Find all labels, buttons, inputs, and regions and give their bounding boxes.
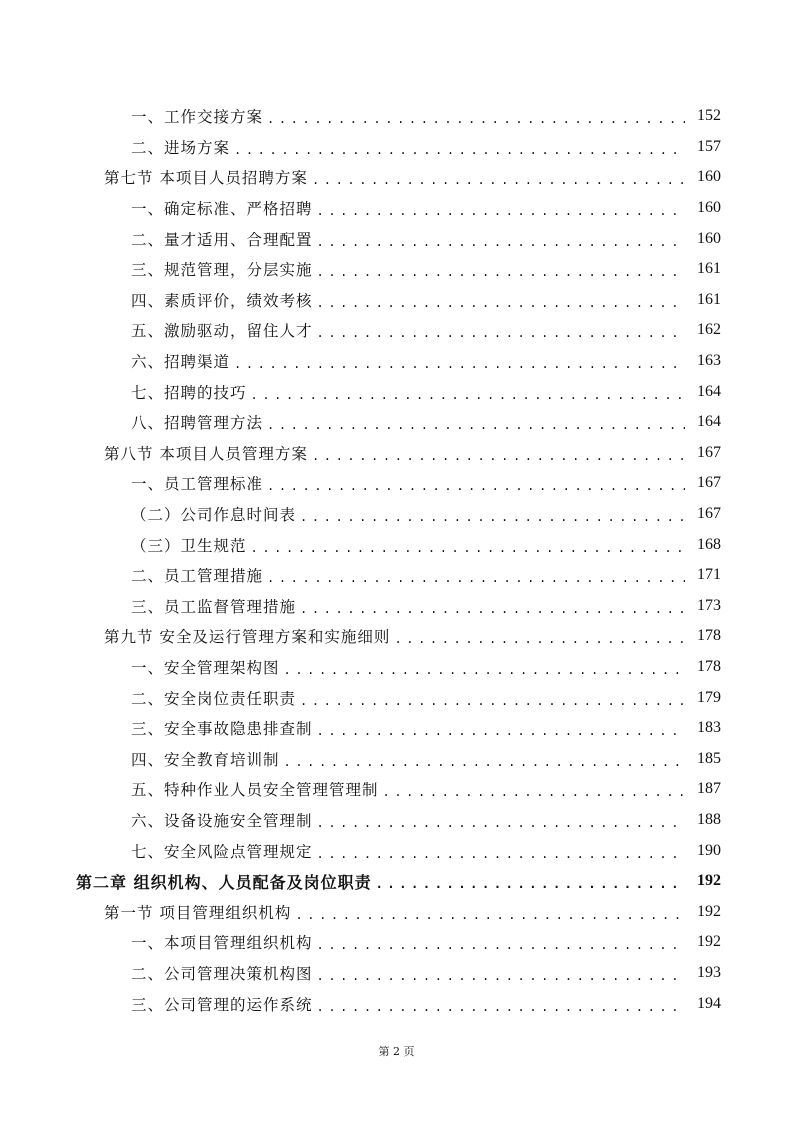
toc-leader-dots	[234, 358, 685, 370]
toc-entry[interactable]	[0, 315, 793, 346]
toc-entry-title: 第七节 本项目人员招聘方案	[104, 169, 308, 188]
toc-leader-dots	[312, 174, 685, 186]
toc-leader-dots	[376, 878, 685, 890]
toc-entry-page: 192	[697, 902, 721, 920]
toc-entry-page: 167	[697, 474, 721, 492]
toc-entry[interactable]	[0, 223, 793, 254]
toc-entry-title: 三、规范管理，分层实施	[131, 261, 313, 280]
toc-entry-page: 167	[697, 505, 721, 523]
toc-entry-page: 152	[697, 107, 721, 125]
toc-entry[interactable]	[0, 896, 793, 927]
table-of-contents	[0, 101, 793, 1019]
toc-entry-title: 六、设备设施安全管理制	[131, 811, 313, 830]
toc-entry-title: 二、安全岗位责任职责	[131, 689, 297, 708]
toc-entry-page: 173	[697, 596, 721, 614]
toc-entry[interactable]	[0, 805, 793, 836]
toc-entry[interactable]	[0, 285, 793, 316]
toc-entry-page: 185	[697, 749, 721, 767]
toc-entry-title: 三、公司管理的运作系统	[131, 995, 313, 1014]
toc-leader-dots	[295, 909, 685, 921]
toc-entry-page: 178	[697, 657, 721, 675]
toc-entry-page: 192	[697, 933, 721, 951]
toc-entry-title: 五、激励驱动，留住人才	[131, 322, 313, 341]
toc-entry-title: 第八节 本项目人员管理方案	[104, 444, 308, 463]
toc-entry[interactable]	[0, 346, 793, 377]
toc-entry-title: 四、素质评价，绩效考核	[131, 291, 313, 310]
toc-leader-dots	[317, 205, 685, 217]
toc-entry[interactable]	[0, 254, 793, 285]
toc-entry-title: 第九节 安全及运行管理方案和实施细则	[104, 628, 391, 647]
toc-leader-dots	[300, 603, 685, 615]
toc-leader-dots	[284, 756, 685, 768]
toc-entry-page: 164	[697, 413, 721, 431]
toc-entry[interactable]	[0, 162, 793, 193]
toc-entry-page: 192	[697, 872, 721, 890]
toc-leader-dots	[317, 725, 685, 737]
toc-leader-dots	[267, 113, 685, 125]
toc-leader-dots	[317, 236, 685, 248]
toc-leader-dots	[317, 970, 685, 982]
toc-entry-page: 164	[697, 382, 721, 400]
toc-entry-title: 二、进场方案	[131, 138, 231, 157]
toc-entry[interactable]	[0, 713, 793, 744]
page-number: 第 2 页	[378, 1045, 415, 1058]
toc-entry-title: 二、员工管理措施	[131, 567, 264, 586]
toc-entry-page: 167	[697, 443, 721, 461]
toc-entry-page: 190	[697, 841, 721, 859]
toc-entry-page: 163	[697, 352, 721, 370]
toc-leader-dots	[317, 266, 685, 278]
toc-leader-dots	[317, 817, 685, 829]
toc-entry-page: 183	[697, 719, 721, 737]
toc-entry-page: 161	[697, 260, 721, 278]
toc-leader-dots	[267, 419, 685, 431]
toc-entry-page: 194	[697, 994, 721, 1012]
toc-leader-dots	[300, 695, 685, 707]
toc-entry[interactable]	[0, 835, 793, 866]
toc-entry-title: 七、安全风险点管理规定	[131, 842, 313, 861]
toc-entry-page: 179	[697, 688, 721, 706]
toc-entry-page: 187	[697, 780, 721, 798]
toc-leader-dots	[383, 786, 685, 798]
toc-entry-title: 六、招聘渠道	[131, 353, 231, 372]
toc-entry-title: （三）卫生规范	[131, 536, 247, 555]
toc-entry-title: 一、安全管理架构图	[131, 658, 280, 677]
toc-entry-page: 188	[697, 810, 721, 828]
toc-leader-dots	[284, 664, 685, 676]
toc-entry-title: 三、员工监督管理措施	[131, 597, 297, 616]
toc-entry[interactable]	[0, 438, 793, 469]
toc-entry[interactable]	[0, 468, 793, 499]
toc-leader-dots	[317, 1001, 685, 1013]
toc-entry-title: （二）公司作息时间表	[131, 506, 297, 525]
toc-entry[interactable]	[0, 560, 793, 591]
toc-entry[interactable]	[0, 101, 793, 132]
toc-entry-title: 二、公司管理决策机构图	[131, 964, 313, 983]
toc-leader-dots	[394, 633, 685, 645]
toc-entry-page: 193	[697, 963, 721, 981]
toc-entry[interactable]	[0, 407, 793, 438]
toc-leader-dots	[317, 848, 685, 860]
toc-entry-page: 160	[697, 229, 721, 247]
toc-entry-title: 一、工作交接方案	[131, 108, 264, 127]
toc-entry[interactable]	[0, 499, 793, 530]
toc-entry-title: 五、特种作业人员安全管理管理制	[131, 781, 379, 800]
toc-entry[interactable]	[0, 958, 793, 989]
toc-entry-page: 168	[697, 535, 721, 553]
toc-entry-title: 七、招聘的技巧	[131, 383, 247, 402]
toc-leader-dots	[251, 389, 685, 401]
toc-entry-title: 一、确定标准、严格招聘	[131, 200, 313, 219]
toc-leader-dots	[317, 297, 685, 309]
toc-entry-title: 八、招聘管理方法	[131, 414, 264, 433]
toc-leader-dots	[251, 542, 685, 554]
toc-leader-dots	[300, 511, 685, 523]
toc-entry[interactable]	[0, 376, 793, 407]
toc-entry[interactable]	[0, 591, 793, 622]
toc-entry-title: 一、本项目管理组织机构	[131, 934, 313, 953]
toc-entry[interactable]	[0, 193, 793, 224]
toc-entry-title: 二、量才适用、合理配置	[131, 230, 313, 249]
toc-leader-dots	[312, 450, 685, 462]
toc-leader-dots	[317, 939, 685, 951]
toc-entry[interactable]	[0, 132, 793, 163]
toc-entry[interactable]	[0, 621, 793, 652]
toc-entry-page: 162	[697, 321, 721, 339]
toc-entry-page: 171	[697, 566, 721, 584]
toc-leader-dots	[267, 572, 685, 584]
toc-entry-page: 161	[697, 290, 721, 308]
toc-entry[interactable]	[0, 774, 793, 805]
toc-leader-dots	[317, 327, 685, 339]
page-footer	[0, 1043, 793, 1059]
toc-entry-title: 第二章 组织机构、人员配备及岗位职责	[76, 872, 372, 892]
toc-entry[interactable]	[0, 652, 793, 683]
toc-entry-title: 三、安全事故隐患排查制	[131, 720, 313, 739]
toc-leader-dots	[267, 480, 685, 492]
toc-chapter-entry[interactable]	[0, 866, 793, 897]
toc-entry-title: 第一节 项目管理组织机构	[104, 903, 292, 922]
toc-entry[interactable]	[0, 927, 793, 958]
toc-entry-title: 四、安全教育培训制	[131, 750, 280, 769]
toc-entry-page: 160	[697, 199, 721, 217]
toc-entry[interactable]	[0, 682, 793, 713]
toc-entry-page: 160	[697, 168, 721, 186]
toc-entry[interactable]	[0, 988, 793, 1019]
toc-entry-title: 一、员工管理标准	[131, 475, 264, 494]
toc-entry-page: 178	[697, 627, 721, 645]
toc-entry[interactable]	[0, 743, 793, 774]
toc-entry-page: 157	[697, 137, 721, 155]
toc-leader-dots	[234, 144, 685, 156]
toc-entry[interactable]	[0, 529, 793, 560]
